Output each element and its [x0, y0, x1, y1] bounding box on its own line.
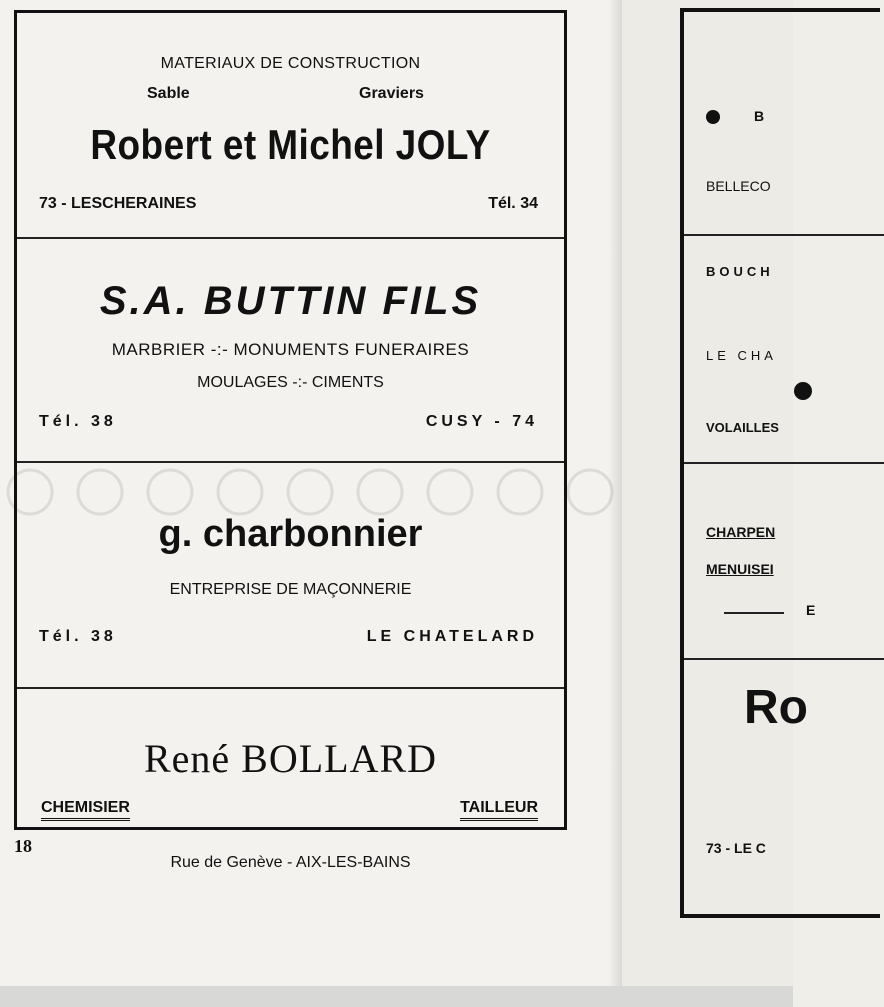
fragment-text: B	[754, 108, 765, 124]
fragment-text: E	[806, 602, 816, 618]
divider	[684, 462, 884, 464]
fragment-text: LE CHA	[706, 348, 777, 363]
ad2-company-name: S.A. BUTTIN FILS	[99, 279, 482, 323]
ad4-address: Rue de Genève - AIX-LES-BAINS	[170, 854, 411, 871]
right-advertisement-frame	[680, 8, 880, 918]
scan-bottom-strip	[0, 986, 793, 1007]
ad3-phone: Tél. 38	[39, 628, 117, 645]
ad3-company-name: g. charbonnier	[158, 513, 423, 555]
divider	[17, 687, 564, 689]
ad1-tagline: MATERIAUX DE CONSTRUCTION	[160, 55, 421, 72]
ad2-line1: MARBRIER -:- MONUMENTS FUNERAIRES	[111, 340, 470, 359]
bullet-icon	[706, 110, 720, 124]
ad1-place: 73 - LESCHERAINES	[39, 195, 197, 212]
fragment-text: MENUISEI	[706, 561, 774, 577]
fragment-text: BOUCH	[706, 264, 774, 279]
ad2-phone: Tél. 38	[39, 413, 117, 430]
fragment-text: CHARPEN	[706, 524, 776, 540]
right-page	[622, 0, 816, 1007]
divider	[684, 234, 884, 236]
fragment-text: BELLECO	[706, 178, 771, 194]
divider	[17, 237, 564, 239]
page-number: 18	[14, 836, 32, 856]
rule-line	[724, 612, 784, 614]
ad1-company-name: Robert et Michel JOLY	[90, 121, 491, 168]
ad4-company-name: René BOLLARD	[143, 736, 438, 781]
ad2-town: CUSY - 74	[425, 413, 538, 430]
ad2-line2: MOULAGES -:- CIMENTS	[197, 374, 384, 391]
ad4-left-label: CHEMISIER	[41, 799, 130, 821]
fragment-text: Ro	[744, 681, 808, 734]
fragment-text: 73 - LE C	[706, 840, 766, 856]
ad1-phone: Tél. 34	[488, 195, 538, 212]
ad1-item-graviers: Graviers	[359, 85, 424, 102]
ad3-town: LE CHATELARD	[366, 628, 538, 645]
bullet-icon	[794, 382, 812, 400]
ad4-right-label: TAILLEUR	[460, 799, 538, 821]
divider	[17, 461, 564, 463]
ad3-line1: ENTREPRISE DE MAÇONNERIE	[169, 581, 412, 598]
ad1-item-sable: Sable	[147, 85, 190, 102]
fragment-text: VOLAILLES	[706, 420, 779, 435]
divider	[684, 658, 884, 660]
